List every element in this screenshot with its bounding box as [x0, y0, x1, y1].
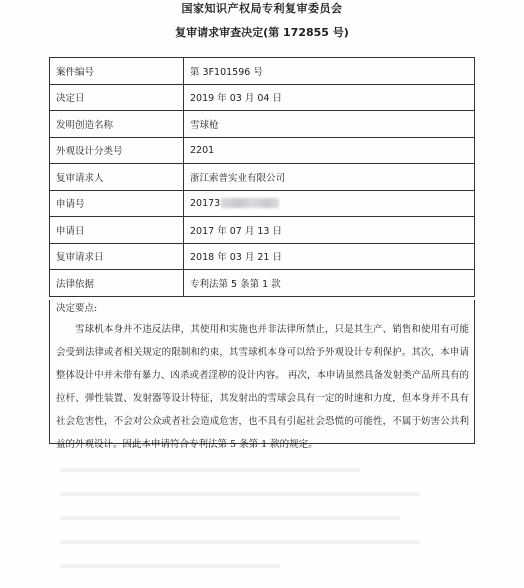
invention-name-value: 雪球枪 — [184, 111, 475, 138]
legal-basis-value: 专利法第 5 条第 1 款 — [184, 270, 475, 297]
table-row — [50, 243, 475, 270]
decision-title: 复审请求审查决定(第 172855 号) — [175, 26, 349, 39]
faded-text-line — [60, 540, 420, 544]
reexam-request-date-label: 复审请求日 — [50, 243, 184, 270]
petitioner-value: 浙江索普实业有限公司 — [184, 164, 475, 191]
table-row — [50, 270, 475, 297]
summary-heading: 决定要点: — [56, 303, 98, 314]
faded-text-line — [60, 468, 360, 472]
organization-name: 国家知识产权局专利复审委员会 — [181, 2, 343, 15]
filing-date-value: 2017 年 07 月 13 日 — [184, 217, 475, 244]
application-number-label: 申请号 — [50, 190, 184, 217]
summary-body: 雪球机本身并不违反法律，其使用和实施也并非法律所禁止，只是其生产、销售和使用有可能会受到法律或者相关规定的限制和约束，其雪球机本身可以给予外观设计专利保护。其次，本申请整体设计中并未带有暴力、凶杀或者淫秽的设计内容。 再次，本申请虽然具备发射类产品所具有的拉杆、弹性装置、发射器等设计特征，其发射出的雪球会具有一定的时速和力度，但本身并不具有社会危害性，不会对公众或者社会造成危害，也不具有引起社会恐慌的可能性，不属于妨害公共利益的外观设计。因此本申请符合专利法第 5 条第 1 款的规定。 — [56, 324, 469, 450]
reexam-request-date-value: 2018 年 03 月 21 日 — [184, 243, 475, 270]
filing-date-label: 申请日 — [50, 217, 184, 244]
design-class-label: 外观设计分类号 — [50, 137, 184, 164]
table-row — [50, 137, 475, 164]
case-number-value: 第 3F101596 号 — [184, 58, 475, 85]
application-number-cell — [184, 190, 475, 217]
case-info-table — [49, 57, 475, 297]
application-number-value: 20173 — [190, 197, 221, 209]
petitioner-label: 复审请求人 — [50, 164, 184, 191]
table-row — [50, 58, 475, 85]
redacted-mask — [221, 198, 279, 208]
case-number-label: 案件编号 — [50, 58, 184, 85]
table-row — [50, 84, 475, 111]
decision-date-label: 决定日 — [50, 84, 184, 111]
faded-text-line — [60, 492, 420, 496]
invention-name-label: 发明创造名称 — [50, 111, 184, 138]
table-row — [50, 111, 475, 138]
decision-date-value: 2019 年 03 月 04 日 — [184, 84, 475, 111]
faded-text-line — [60, 564, 280, 568]
legal-basis-label: 法律依据 — [50, 270, 184, 297]
faded-text-line — [60, 516, 400, 520]
table-row — [50, 164, 475, 191]
table-row — [50, 190, 475, 217]
design-class-value: 2201 — [184, 137, 475, 164]
table-row — [50, 217, 475, 244]
decision-summary-box — [49, 300, 475, 450]
